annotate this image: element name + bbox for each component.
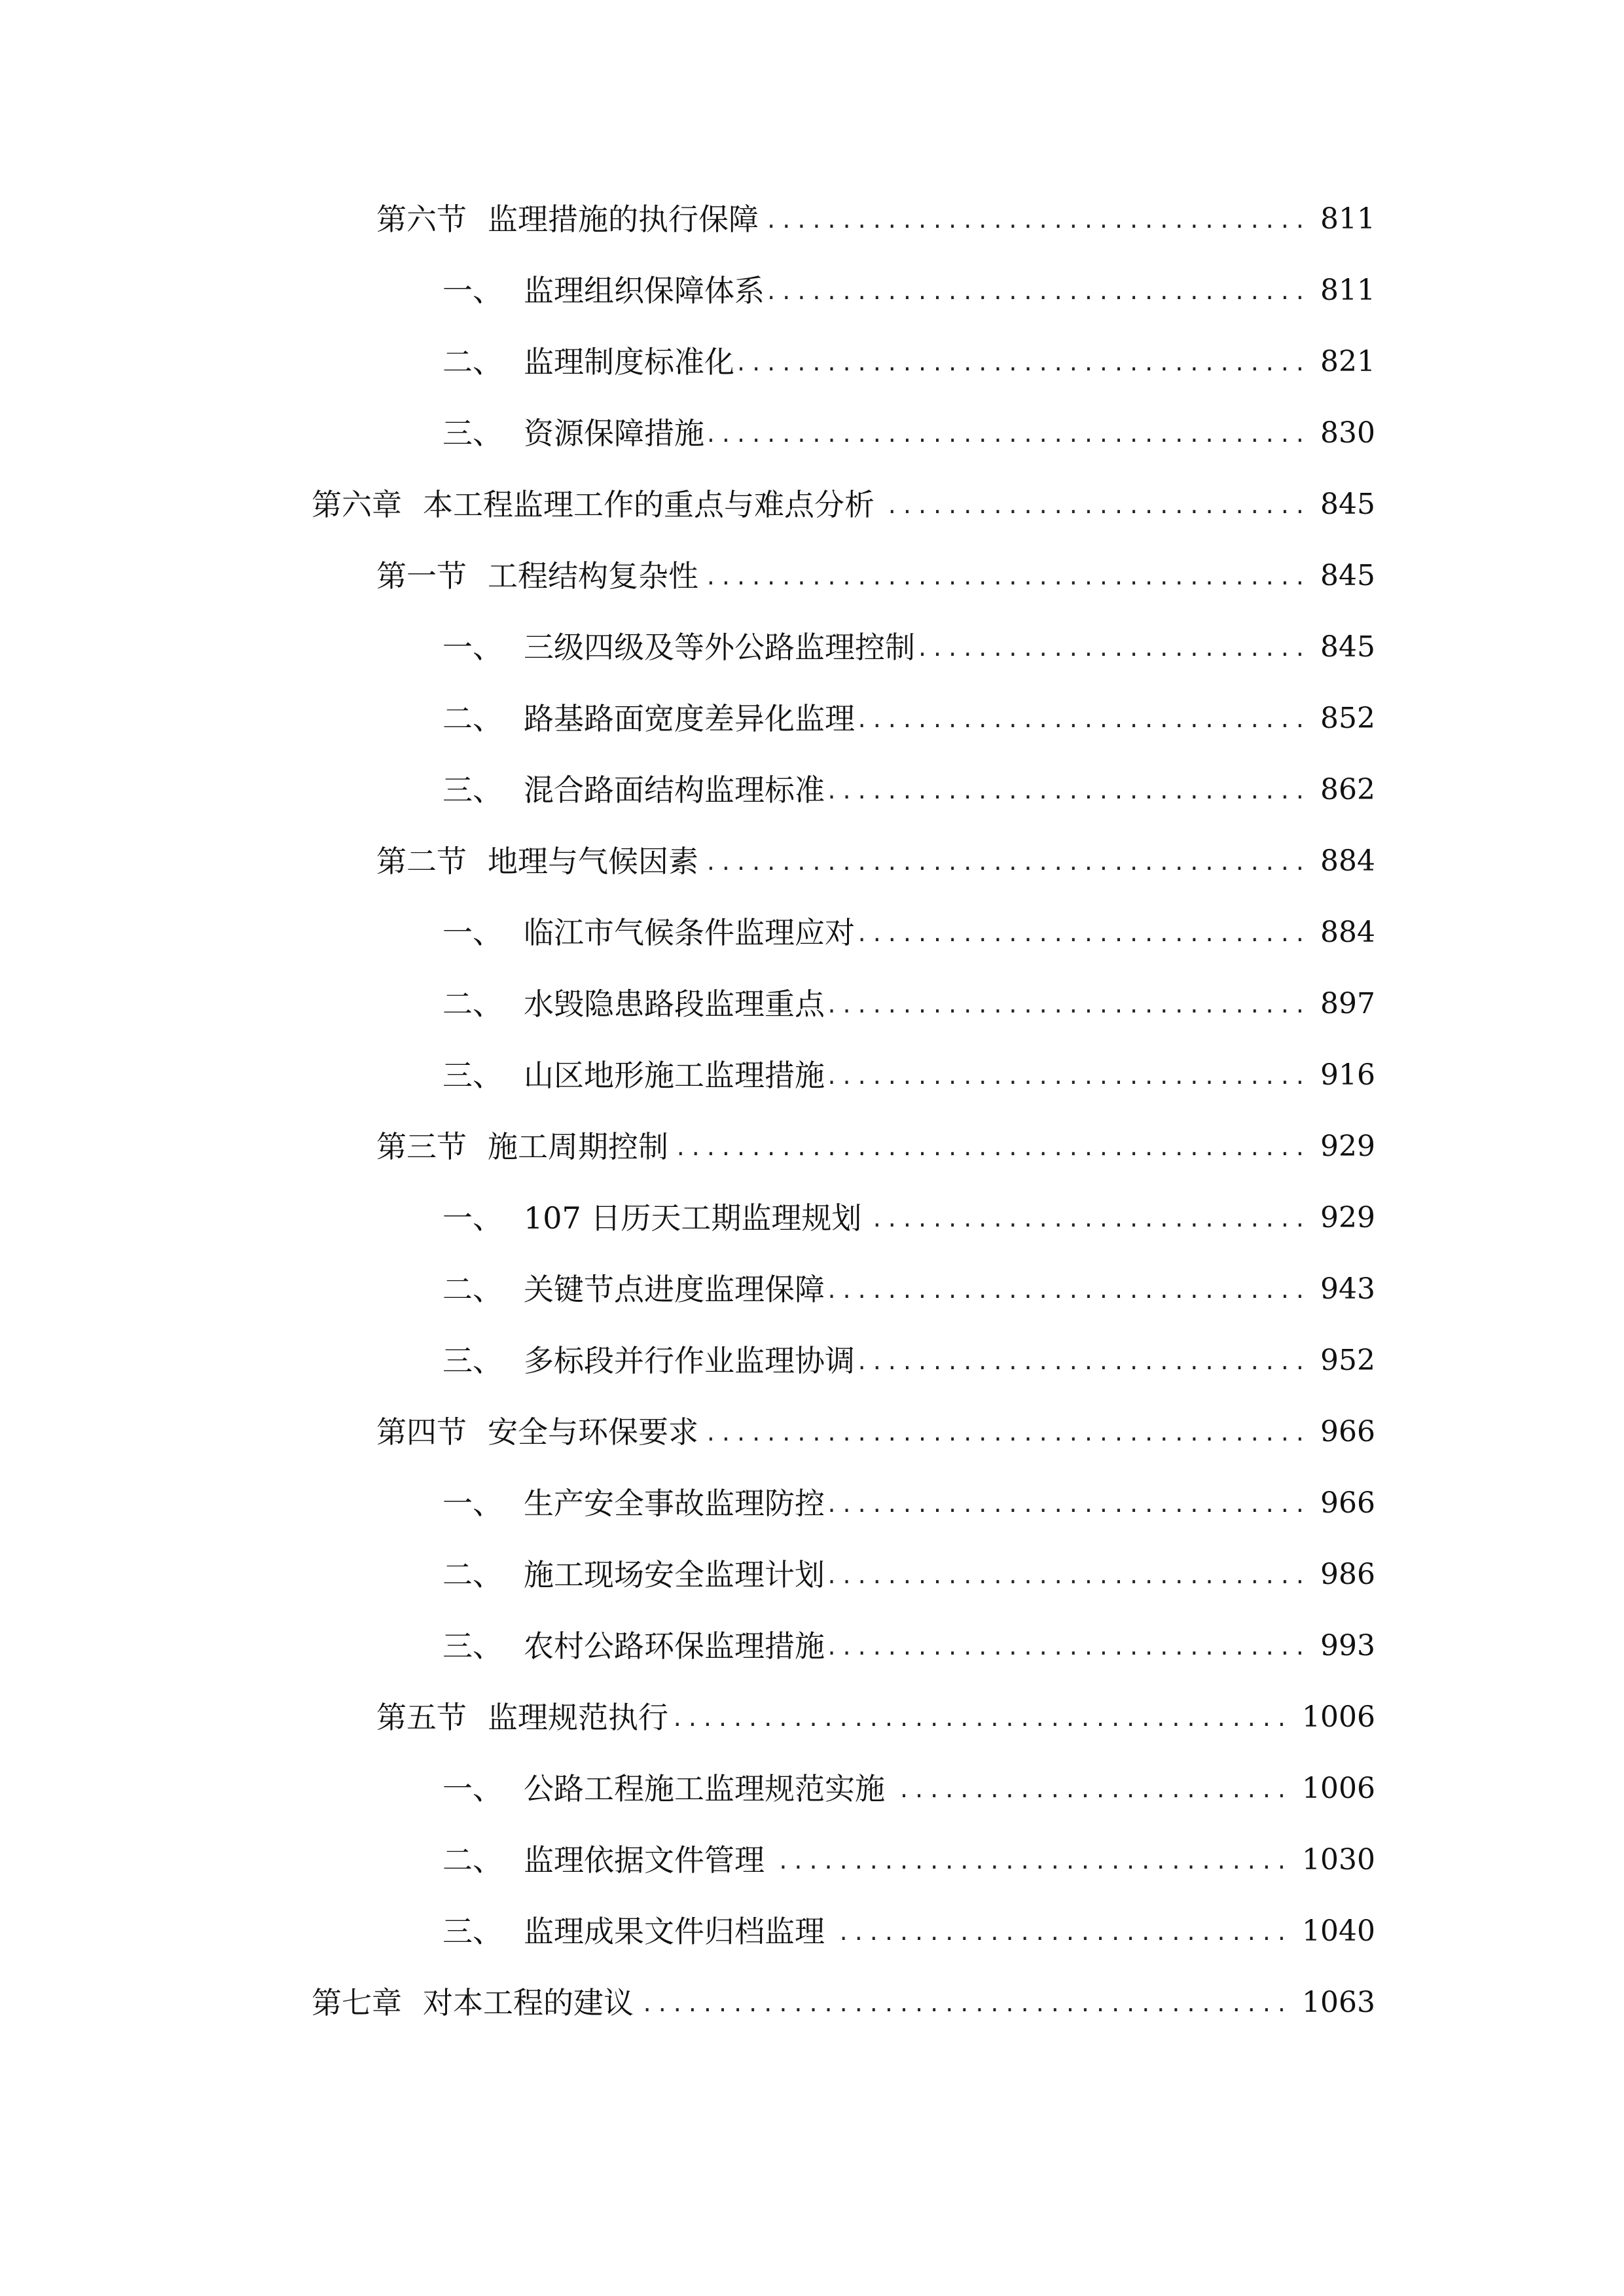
toc-entry-title: 水毁隐患路段监理重点 [524, 986, 825, 1022]
toc-dot-leader [830, 981, 1311, 1027]
toc-entry-subsection[interactable] [442, 1052, 1375, 1098]
toc-entry-title: 施工周期控制 [488, 1129, 668, 1164]
toc-entry-section[interactable] [376, 838, 1375, 884]
toc-entry-prefix: 第六节 [376, 202, 467, 237]
toc-dot-leader [860, 910, 1311, 956]
toc-entry-prefix: 第六章 [312, 487, 402, 522]
toc-entry-page-number: 966 [1320, 1415, 1375, 1448]
toc-dot-leader [830, 1909, 1293, 1954]
toc-entry-prefix: 一、 [442, 630, 503, 665]
toc-entry-prefix: 三、 [442, 772, 503, 808]
toc-entry-title: 生产安全事故监理防控 [524, 1486, 825, 1521]
toc-dot-leader [704, 838, 1311, 884]
toc-entry-prefix: 二、 [442, 1272, 503, 1307]
toc-entry-page-number: 830 [1320, 416, 1375, 450]
toc-entry-page-number: 1006 [1302, 1700, 1375, 1734]
toc-entry-page-number: 1040 [1302, 1914, 1375, 1948]
toc-entry-subsection[interactable] [442, 410, 1375, 456]
toc-entry-prefix: 一、 [442, 1771, 503, 1806]
toc-entry-page-number: 845 [1320, 488, 1375, 521]
toc-entry-title: 路基路面宽度差异化监理 [524, 701, 855, 736]
toc-entry-title: 监理依据文件管理 [524, 1842, 765, 1878]
toc-entry-title: 资源保障措施 [524, 416, 704, 451]
toc-dot-leader [770, 268, 1311, 314]
toc-entry-page-number: 1006 [1302, 1772, 1375, 1805]
toc-dot-leader [890, 1766, 1293, 1812]
toc-entry-subsection[interactable] [442, 981, 1375, 1027]
toc-dot-leader [830, 1552, 1311, 1598]
toc-entry-page-number: 943 [1320, 1272, 1375, 1306]
toc-entry-prefix: 二、 [442, 1842, 503, 1878]
toc-entry-page-number: 929 [1320, 1201, 1375, 1234]
toc-entry-page-number: 929 [1320, 1130, 1375, 1163]
toc-entry-subsection[interactable] [442, 1338, 1375, 1384]
toc-entry-prefix: 第五节 [376, 1700, 467, 1735]
toc-entry-title: 安全与环保要求 [488, 1414, 698, 1450]
toc-entry-prefix: 二、 [442, 701, 503, 736]
toc-entry-prefix: 三、 [442, 1914, 503, 1949]
toc-entry-prefix: 第三节 [376, 1129, 467, 1164]
toc-dot-leader [830, 767, 1311, 813]
toc-entry-chapter[interactable] [312, 1980, 1375, 2026]
toc-entry-title: 地理与气候因素 [488, 844, 698, 879]
toc-entry-title: 监理成果文件归档监理 [524, 1914, 825, 1949]
toc-entry-subsection[interactable] [442, 268, 1375, 314]
toc-entry-section[interactable] [376, 1695, 1375, 1740]
toc-entry-subsection[interactable] [442, 1623, 1375, 1669]
toc-entry-subsection[interactable] [442, 696, 1375, 742]
toc-entry-subsection[interactable] [442, 910, 1375, 956]
toc-entry-title: 监理规范执行 [488, 1700, 668, 1735]
toc-dot-leader [830, 1623, 1311, 1669]
toc-entry-subsection[interactable] [442, 339, 1375, 385]
toc-dot-leader [674, 1695, 1293, 1740]
toc-entry-page-number: 884 [1320, 916, 1375, 949]
toc-dot-leader [764, 196, 1311, 242]
toc-entry-subsection[interactable] [442, 1480, 1375, 1526]
toc-entry-section[interactable] [376, 1124, 1375, 1170]
toc-entry-title: 工程结构复杂性 [488, 558, 698, 594]
toc-dot-leader [740, 339, 1311, 385]
toc-dot-leader [770, 1837, 1293, 1883]
toc-entry-title: 对本工程的建议 [423, 1985, 634, 2020]
toc-entry-prefix: 三、 [442, 1628, 503, 1664]
toc-entry-title: 监理制度标准化 [524, 344, 734, 380]
toc-dot-leader [830, 1266, 1311, 1312]
toc-entry-title: 107 日历天工期监理规划 [524, 1200, 862, 1236]
toc-entry-subsection[interactable] [442, 1195, 1375, 1241]
toc-entry-page-number: 845 [1320, 559, 1375, 592]
toc-entry-page-number: 966 [1320, 1486, 1375, 1520]
toc-entry-prefix: 一、 [442, 1486, 503, 1521]
toc-entry-title: 监理措施的执行保障 [488, 202, 759, 237]
toc-entry-page-number: 1063 [1302, 1986, 1375, 2019]
toc-entry-prefix: 第二节 [376, 844, 467, 879]
toc-dot-leader [704, 553, 1311, 599]
toc-entry-subsection[interactable] [442, 1766, 1375, 1812]
toc-entry-page-number: 811 [1320, 274, 1375, 307]
toc-entry-title: 监理组织保障体系 [524, 273, 765, 308]
toc-entry-prefix: 一、 [442, 273, 503, 308]
toc-entry-prefix: 三、 [442, 1058, 503, 1093]
toc-dot-leader [867, 1195, 1311, 1241]
toc-entry-prefix: 第七章 [312, 1985, 402, 2020]
toc-entry-prefix: 三、 [442, 1343, 503, 1378]
toc-entry-prefix: 二、 [442, 986, 503, 1022]
toc-dot-leader [860, 1338, 1311, 1384]
toc-entry-title: 关键节点进度监理保障 [524, 1272, 825, 1307]
toc-dot-leader [920, 624, 1311, 670]
toc-entry-page-number: 897 [1320, 987, 1375, 1020]
toc-entry-subsection[interactable] [442, 767, 1375, 813]
toc-entry-subsection[interactable] [442, 1266, 1375, 1312]
toc-entry-prefix: 一、 [442, 1200, 503, 1236]
toc-dot-leader [880, 482, 1311, 528]
toc-entry-page-number: 1030 [1302, 1843, 1375, 1876]
toc-entry-prefix: 一、 [442, 915, 503, 950]
toc-entry-prefix: 第一节 [376, 558, 467, 594]
toc-dot-leader [704, 1409, 1311, 1455]
toc-entry-chapter[interactable] [312, 482, 1375, 528]
toc-entry-title: 公路工程施工监理规范实施 [524, 1771, 885, 1806]
toc-entry-page-number: 916 [1320, 1058, 1375, 1092]
toc-entry-page-number: 821 [1320, 345, 1375, 378]
toc-entry-title: 混合路面结构监理标准 [524, 772, 825, 808]
toc-dot-leader [710, 410, 1311, 456]
toc-dot-leader [830, 1052, 1311, 1098]
toc-entry-subsection[interactable] [442, 624, 1375, 670]
toc-entry-page-number: 845 [1320, 630, 1375, 664]
toc-entry-section[interactable] [376, 196, 1375, 242]
toc-entry-page-number: 986 [1320, 1558, 1375, 1591]
toc-dot-leader [674, 1124, 1311, 1170]
toc-dot-leader [830, 1480, 1311, 1526]
toc-entry-page-number: 884 [1320, 844, 1375, 878]
toc-entry-prefix: 第四节 [376, 1414, 467, 1450]
toc-entry-title: 临江市气候条件监理应对 [524, 915, 855, 950]
toc-entry-page-number: 993 [1320, 1629, 1375, 1662]
toc-entry-prefix: 二、 [442, 1557, 503, 1592]
toc-entry-prefix: 三、 [442, 416, 503, 451]
toc-entry-title: 山区地形施工监理措施 [524, 1058, 825, 1093]
toc-entry-prefix: 二、 [442, 344, 503, 380]
toc-entry-title: 农村公路环保监理措施 [524, 1628, 825, 1664]
toc-entry-section[interactable] [376, 553, 1375, 599]
toc-dot-leader [639, 1980, 1293, 2026]
toc-entry-title: 本工程监理工作的重点与难点分析 [423, 487, 875, 522]
toc-entry-page-number: 862 [1320, 773, 1375, 806]
toc-dot-leader [860, 696, 1311, 742]
toc-entry-subsection[interactable] [442, 1909, 1375, 1954]
toc-entry-title: 多标段并行作业监理协调 [524, 1343, 855, 1378]
toc-entry-page-number: 852 [1320, 702, 1375, 735]
toc-entry-title: 施工现场安全监理计划 [524, 1557, 825, 1592]
toc-entry-subsection[interactable] [442, 1837, 1375, 1883]
toc-entry-page-number: 811 [1320, 202, 1375, 236]
toc-entry-section[interactable] [376, 1409, 1375, 1455]
toc-entry-subsection[interactable] [442, 1552, 1375, 1598]
toc-entry-page-number: 952 [1320, 1344, 1375, 1377]
toc-entry-title: 三级四级及等外公路监理控制 [524, 630, 915, 665]
